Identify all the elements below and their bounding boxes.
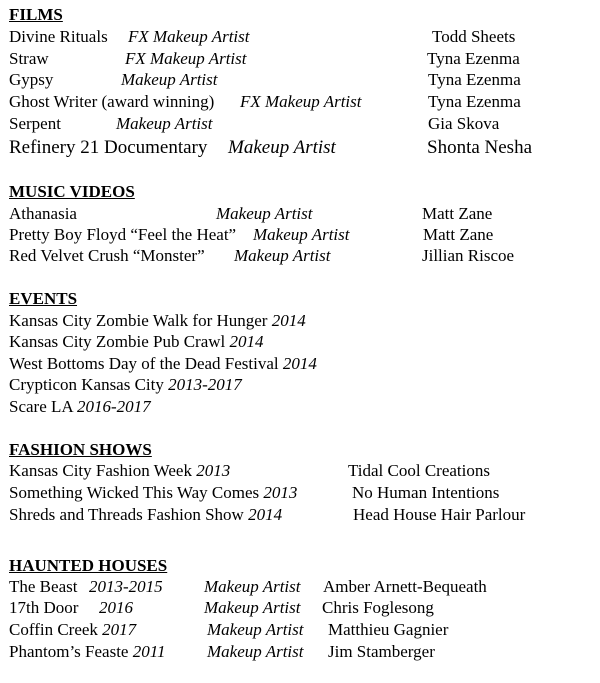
film-title: Gypsy	[9, 70, 54, 89]
haunted-house-year: 2011	[132, 642, 166, 661]
haunted-house-contact: Matthieu Gagnier	[328, 620, 449, 639]
fashion-show-name: Something Wicked This Way Comes	[9, 483, 260, 502]
music-video-title: Red Velvet Crush “Monster”	[9, 246, 205, 265]
haunted-house-item	[9, 643, 165, 660]
haunted-house-role: Makeup Artist	[207, 642, 304, 661]
event-name: Scare LA	[9, 397, 73, 416]
haunted-houses-heading: HAUNTED HOUSES	[9, 556, 168, 575]
film-role: Makeup Artist	[228, 137, 336, 158]
haunted-house-name: The Beast	[9, 577, 78, 596]
music-video-role: Makeup Artist	[253, 225, 350, 244]
film-role: FX Makeup Artist	[128, 27, 250, 46]
fashion-show-item	[9, 462, 230, 479]
music-video-role: Makeup Artist	[234, 246, 331, 265]
event-item	[9, 333, 264, 350]
film-director: Gia Skova	[428, 114, 500, 133]
event-item	[9, 398, 151, 415]
film-title: Refinery 21 Documentary	[9, 137, 208, 158]
haunted-house-name: Coffin Creek	[9, 620, 98, 639]
fashion-show-year: 2013	[196, 461, 231, 480]
haunted-house-item	[9, 621, 136, 638]
music-video-director: Jillian Riscoe	[422, 246, 515, 265]
film-role: Makeup Artist	[121, 70, 218, 89]
event-year: 2014	[271, 311, 306, 330]
haunted-house-year: 2017	[102, 620, 137, 639]
haunted-house-contact: Amber Arnett-Bequeath	[323, 577, 487, 596]
music-video-title: Athanasia	[9, 204, 77, 223]
haunted-house-role: Makeup Artist	[204, 577, 301, 596]
fashion-show-year: 2013	[263, 483, 298, 502]
film-director: Todd Sheets	[432, 27, 516, 46]
event-name: Kansas City Zombie Pub Crawl	[9, 332, 226, 351]
music-video-title: Pretty Boy Floyd “Feel the Heat”	[9, 225, 237, 244]
music-videos-heading: MUSIC VIDEOS	[9, 182, 135, 201]
films-heading: FILMS	[9, 5, 63, 24]
music-video-director: Matt Zane	[423, 225, 494, 244]
events-heading: EVENTS	[9, 289, 78, 308]
film-title: Divine Rituals	[9, 27, 108, 46]
event-name: Kansas City Zombie Walk for Hunger	[9, 311, 268, 330]
fashion-show-client: Head House Hair Parlour	[353, 505, 526, 524]
fashion-show-item	[9, 484, 297, 501]
haunted-house-contact: Chris Foglesong	[322, 598, 434, 617]
film-director: Tyna Ezenma	[428, 92, 521, 111]
event-item	[9, 355, 317, 372]
event-year: 2013-2017	[168, 375, 242, 394]
haunted-house-role: Makeup Artist	[207, 620, 304, 639]
haunted-house-contact: Jim Stamberger	[328, 642, 435, 661]
event-name: Crypticon Kansas City	[9, 375, 164, 394]
film-title: Serpent	[9, 114, 61, 133]
fashion-show-name: Kansas City Fashion Week	[9, 461, 192, 480]
fashion-show-name: Shreds and Threads Fashion Show	[9, 505, 244, 524]
film-title: Ghost Writer (award winning)	[9, 92, 215, 111]
film-role: FX Makeup Artist	[125, 49, 247, 68]
film-director: Tyna Ezenma	[427, 49, 520, 68]
film-role: Makeup Artist	[116, 114, 213, 133]
fashion-show-client: No Human Intentions	[352, 483, 500, 502]
fashion-show-client: Tidal Cool Creations	[348, 461, 490, 480]
event-year: 2014	[282, 354, 317, 373]
event-item	[9, 312, 306, 329]
event-item	[9, 376, 242, 393]
haunted-house-year: 2013-2015	[89, 577, 163, 596]
film-director: Tyna Ezenma	[428, 70, 521, 89]
event-name: West Bottoms Day of the Dead Festival	[9, 354, 279, 373]
event-year: 2016-2017	[76, 397, 151, 416]
film-title: Straw	[9, 49, 49, 68]
fashion-show-item	[9, 506, 282, 523]
fashion-show-year: 2014	[248, 505, 283, 524]
haunted-house-year: 2016	[99, 598, 133, 617]
haunted-house-name: 17th Door	[9, 598, 79, 617]
fashion-shows-heading: FASHION SHOWS	[9, 440, 152, 459]
music-video-director: Matt Zane	[422, 204, 493, 223]
music-video-role: Makeup Artist	[216, 204, 313, 223]
haunted-house-name: Phantom’s Feaste	[9, 642, 129, 661]
film-director: Shonta Nesha	[427, 137, 533, 158]
event-year: 2014	[229, 332, 264, 351]
film-role: FX Makeup Artist	[240, 92, 362, 111]
haunted-house-role: Makeup Artist	[204, 598, 301, 617]
